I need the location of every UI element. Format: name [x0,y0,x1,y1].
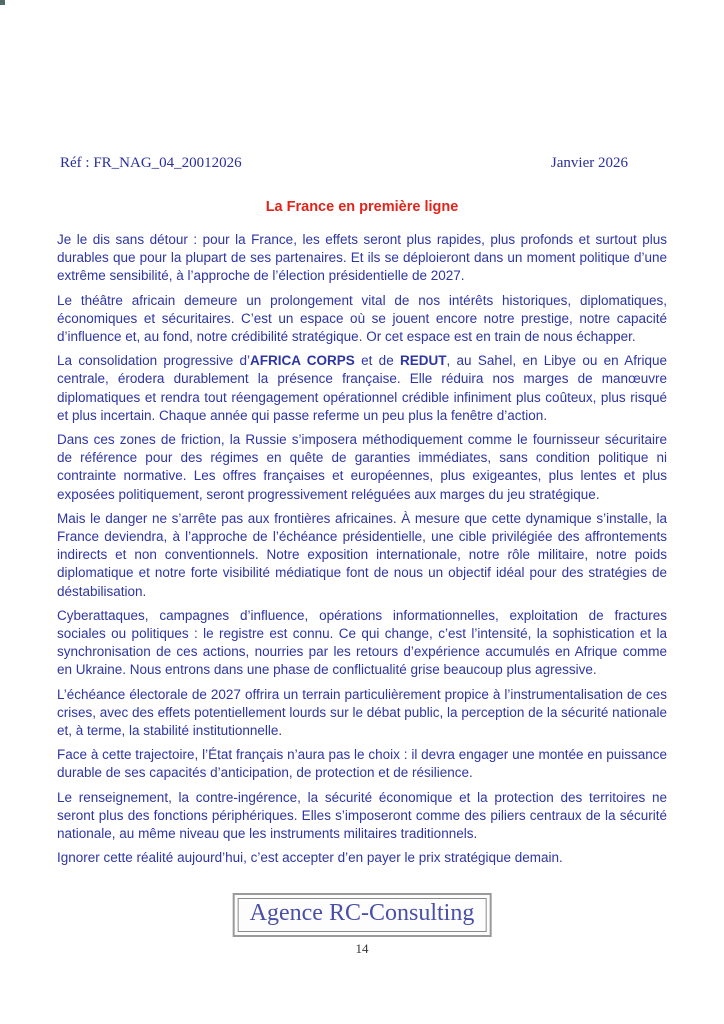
text-run: Mais le danger ne s’arrête pas aux frontières africaines. À mesure que cette dynamique s’installe, la France deviendra, à l’approche de l’échéance présidentielle, une cible privilégiée des affrontements indirects et non conventionnels. Notre exposition internationale, notre rôle militaire, notre poids diplomatique et notre forte visibilité médiatique font de nous un objectif idéal pour des stratégies de déstabilisation. [57,510,667,599]
paragraph [57,686,667,741]
text-run: Le théâtre africain demeure un prolongement vital de nos intérêts historiques, diplomatiques, économiques et sécuritaires. C’est un espace où se jouent encore notre prestige, notre capacité d’influence et, au fond, notre crédibilité stratégique. Or cet espace est en train de nous échapper. [57,292,667,345]
page-title: La France en première ligne [265,199,459,215]
paragraph [57,607,667,680]
doc-ref: Réf : FR_NAG_04_20012026 [60,155,242,171]
document-header [60,155,628,172]
paragraph [57,231,667,286]
bold-text-run: REDUT [400,353,447,369]
text-run: , au Sahel, en Libye ou en Afrique centrale, érodera durablement la présence française. Elle réduira nos marges de manœuvre diplomatiques et rendra tout réengagement opérationnel crédible infiniment plus coûteux, plus risqué et plus incertain. Chaque année qui passe referme un peu plus la fenêtre d’action. [57,353,667,423]
paragraph [57,789,667,844]
agency-logo [233,893,492,937]
paragraph [57,510,667,601]
bold-text-run: AFRICA CORPS [250,353,355,369]
text-run: Le renseignement, la contre-ingérence, la sécurité économique et la protection des territoires ne seront plus des fonctions périphériques. Elles s’imposeront comme des piliers centraux de la sécurité nationale, au même niveau que les instruments militaires traditionnels. [57,789,667,842]
paragraph [57,431,667,504]
scan-artifact [0,0,5,5]
page-number: 14 [355,941,369,956]
text-run: et de [354,353,400,369]
text-run: Cyberattaques, campagnes d’influence, opérations informationnelles, exploitation de fractures sociales ou politiques : le registre est connu. Ce qui change, c’est l’intensité, la sophistication et la synchronisation de ces actions, nourries par les retours d’expérience accumulés en Afrique comme en Ukraine. Nous entrons dans une phase de conflictualité grise beaucoup plus agressive. [57,607,667,678]
text-run: Dans ces zones de friction, la Russie s’imposera méthodiquement comme le fournisseur sécuritaire de référence pour des régimes en quête de garanties immédiates, sans condition politique ni contrainte normative. Les offres françaises et européennes, plus exigeantes, plus lentes et plus exposées politiquement, seront progressivement reléguées aux marges du jeu stratégique. [57,432,667,502]
text-run: La consolidation progressive d’ [57,353,251,369]
paragraph [57,292,667,347]
paragraph [57,849,667,867]
doc-date: Janvier 2026 [550,155,628,171]
agency-logo-text: Agence RC-Consulting [238,898,487,932]
paragraph [57,352,667,425]
text-run: Je le dis sans détour : pour la France, les effets seront plus rapides, plus profonds et surtout plus durables que pour la plupart de ses partenaires. Et ils se déploieront dans un moment politique d’une extrême sensibilité, à l’approche de l’élection présidentielle de 2027. [57,232,667,284]
text-run: Face à cette trajectoire, l’État français n’aura pas le choix : il devra engager une montée en puissance durable de ses capacités d’anticipation, de protection et de résilience. [57,747,667,781]
document-body [57,231,667,874]
text-run: Ignorer cette réalité aujourd’hui, c’est accepter d’en payer le prix stratégique demain. [57,850,563,866]
paragraph [57,746,667,782]
text-run: L’échéance électorale de 2027 offrira un terrain particulièrement propice à l’instrumentalisation de ces crises, avec des effets potentiellement lourds sur le débat public, la perception de la sécurité nationale et, à terme, la stabilité institutionnelle. [57,686,667,739]
